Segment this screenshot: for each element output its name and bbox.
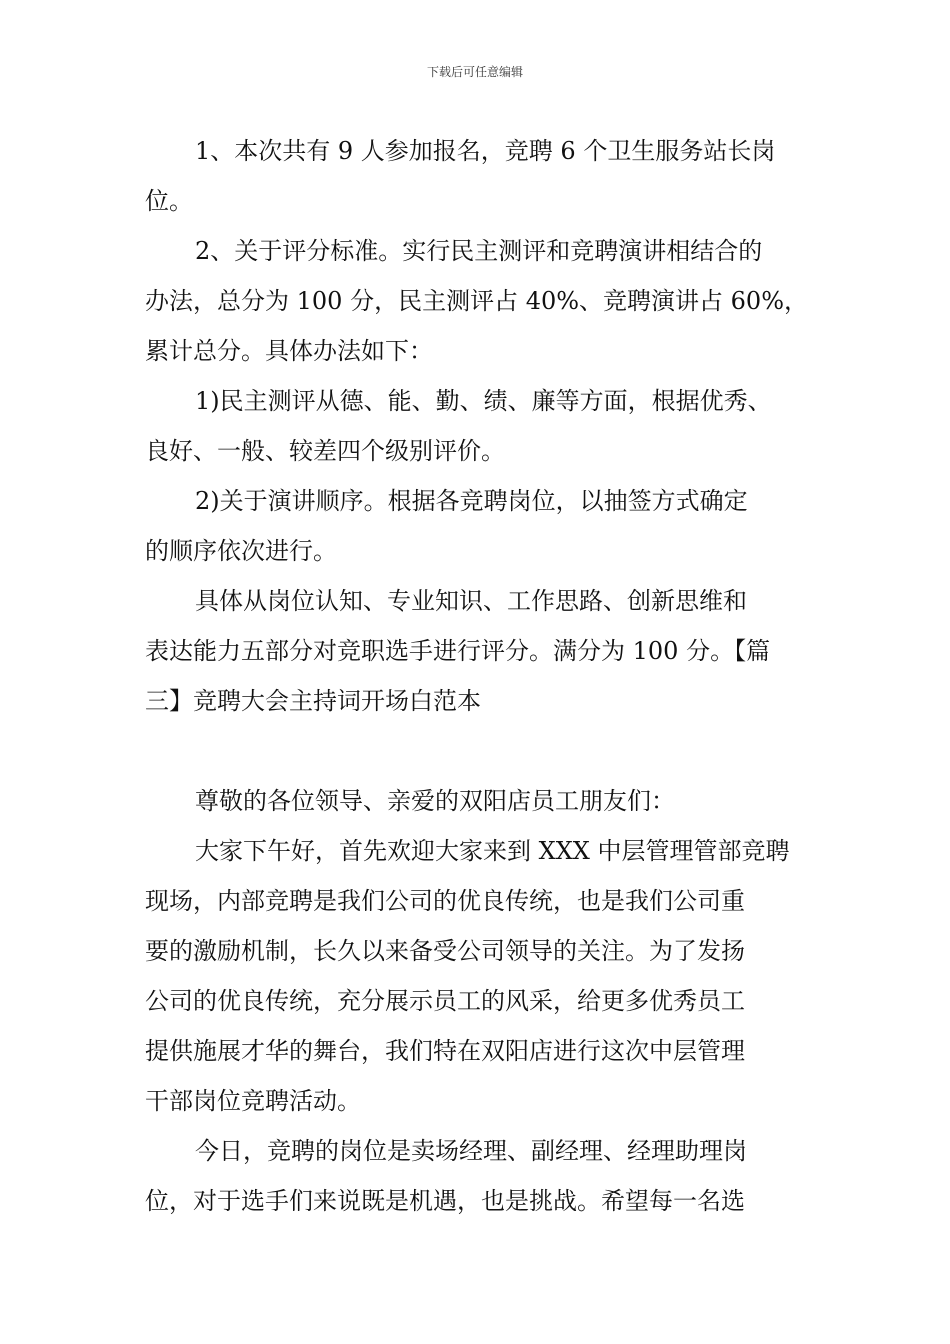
text-line: 三】竞聘大会主持词开场白范本 <box>145 687 481 715</box>
text-line: 干部岗位竞聘活动。 <box>145 1087 361 1115</box>
text-line: 提供施展才华的舞台，我们特在双阳店进行这次中层管理 <box>145 1037 745 1065</box>
paragraph-scoring-standard <box>145 226 808 376</box>
paragraph-positions <box>145 1126 808 1226</box>
text-line: 具体从岗位认知、专业知识、工作思路、创新思维和 <box>195 587 747 615</box>
text-line: 要的激励机制，长久以来备受公司领导的关注。为了发扬 <box>145 937 745 965</box>
text-line: 大家下午好，首先欢迎大家来到 XXX 中层管理管部竞聘 <box>195 837 790 865</box>
text-line: 公司的优良传统，充分展示员工的风采，给更多优秀员工 <box>145 987 745 1015</box>
text-line: 今日，竞聘的岗位是卖场经理、副经理、经理助理岗 <box>195 1137 747 1165</box>
paragraph-spacer <box>145 726 808 776</box>
text-line: 良好、一般、较差四个级别评价。 <box>145 437 505 465</box>
paragraph-scoring-aspects <box>145 576 808 726</box>
text-line: 累计总分。具体办法如下： <box>145 337 433 365</box>
document-body <box>145 126 808 1226</box>
paragraph-registration <box>145 126 808 226</box>
text-line: 位，对于选手们来说既是机遇，也是挑战。希望每一名选 <box>145 1187 745 1215</box>
paragraph-welcome <box>145 826 808 1126</box>
page-header: 下载后可任意编辑 <box>426 65 523 79</box>
text-line: 2、关于评分标准。实行民主测评和竞聘演讲相结合的 <box>195 237 763 265</box>
paragraph-speech-order <box>145 476 808 576</box>
text-line: 表达能力五部分对竞职选手进行评分。满分为 100 分。【篇 <box>145 637 771 665</box>
text-line: 现场，内部竞聘是我们公司的优良传统，也是我们公司重 <box>145 887 745 915</box>
text-line: 尊敬的各位领导、亲爱的双阳店员工朋友们： <box>195 787 675 815</box>
text-line: 的顺序依次进行。 <box>145 537 337 565</box>
text-line: 1、本次共有 9 人参加报名，竞聘 6 个卫生服务站长岗 <box>195 137 776 165</box>
text-line: 位。 <box>145 187 193 215</box>
text-line: 1)民主测评从德、能、勤、绩、廉等方面，根据优秀、 <box>195 387 772 415</box>
paragraph-democratic-evaluation <box>145 376 808 476</box>
text-line: 办法，总分为 100 分，民主测评占 40%、竞聘演讲占 60%， <box>145 287 808 315</box>
text-line: 2)关于演讲顺序。根据各竞聘岗位，以抽签方式确定 <box>195 487 748 515</box>
paragraph-salutation <box>145 776 808 826</box>
